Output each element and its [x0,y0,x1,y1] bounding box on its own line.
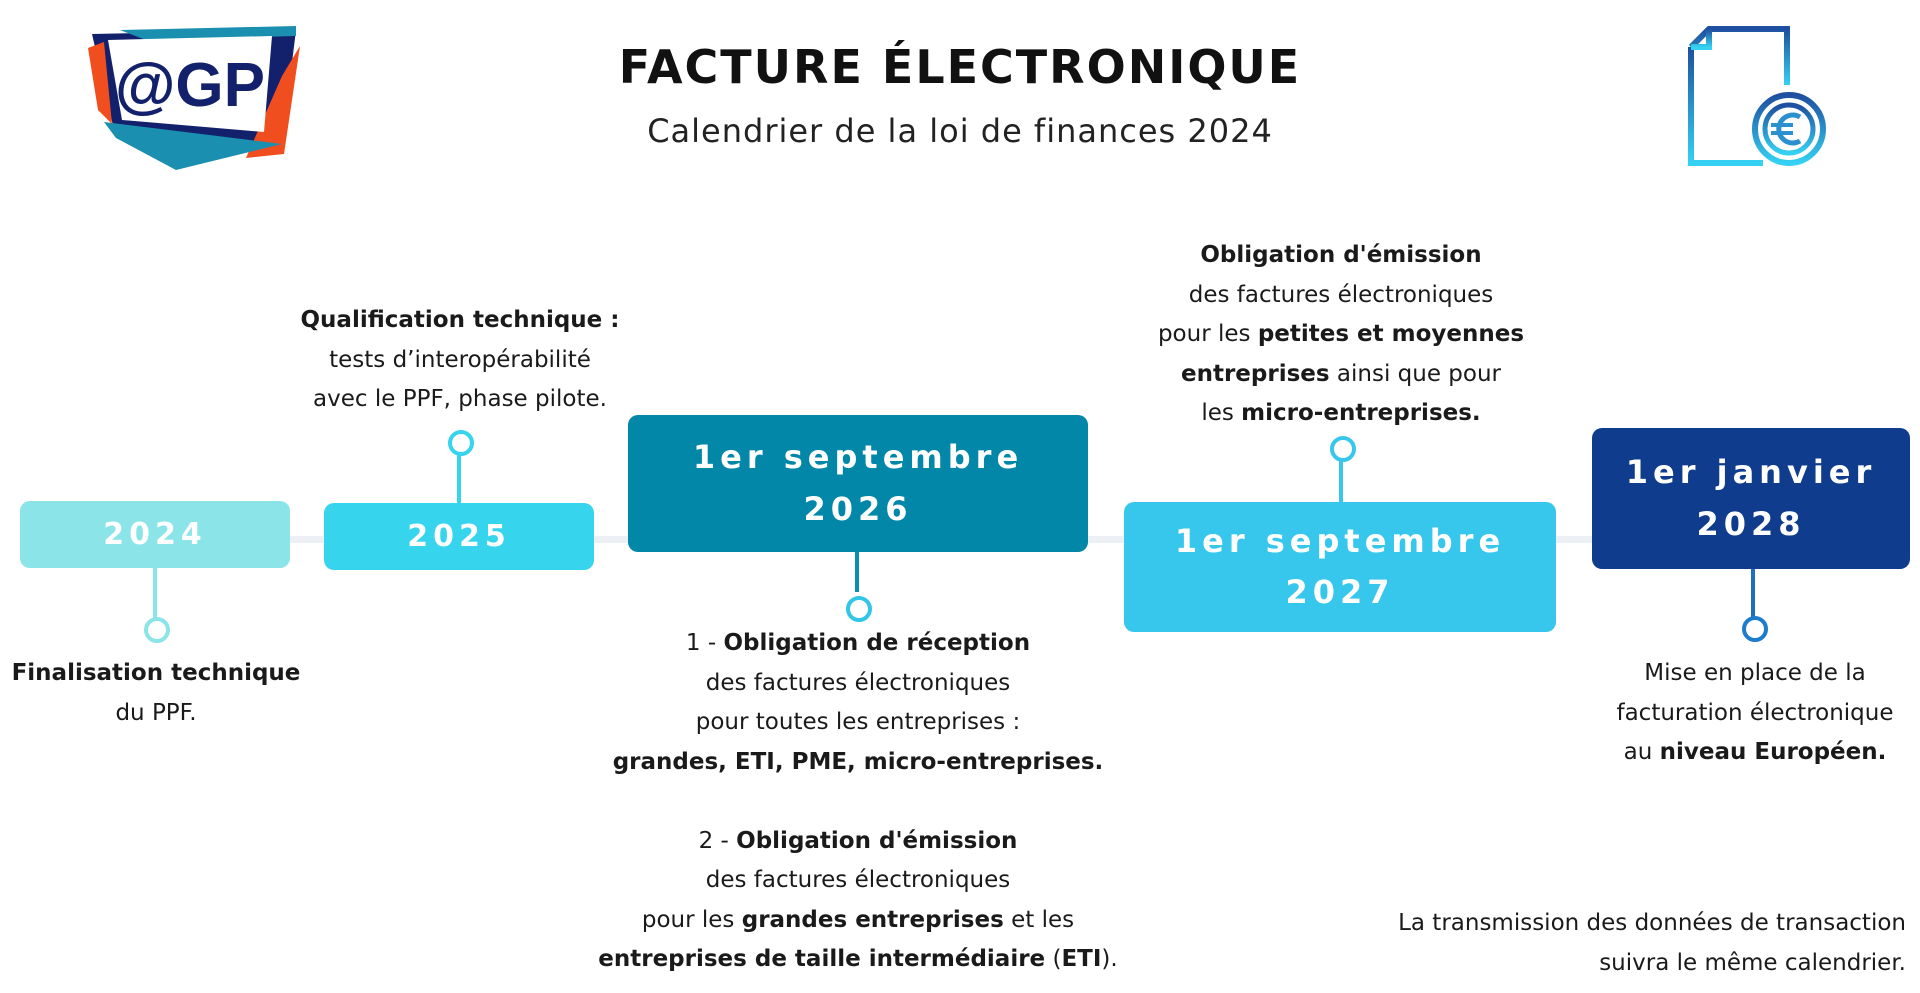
m2028-text-line [1600,733,1910,773]
milestone-2024-text [10,654,302,733]
m2025-text-line [292,380,628,420]
connector-2027 [1339,458,1343,504]
footer-note [1398,904,1906,983]
m2027-text-line [1140,394,1542,434]
bold-text: grandes entreprises [741,906,1004,933]
svg-text:@GP: @GP [114,51,266,120]
m2026-text-line [570,664,1146,704]
connector-dot-2028 [1742,616,1768,642]
page-title: FACTURE ÉLECTRONIQUE [618,40,1302,94]
bold-text: Qualification technique : [300,307,620,333]
invoice-euro-icon [1685,25,1835,175]
text: pour les [641,906,742,933]
connector-2024 [153,566,157,618]
m2026-text-line [570,703,1146,743]
m2026-text-line [570,861,1146,901]
bold-text: Obligation de réception [723,630,1031,656]
m2028-text-line [1600,694,1910,734]
m2027-text-line [1140,276,1542,316]
m2026-text-line [570,822,1146,862]
m2024-text-line [10,654,302,694]
connector-dot-2025 [448,430,474,456]
page-subtitle: Calendrier de la loi de finances 2024 [647,112,1273,150]
milestone-2028-text [1600,654,1910,773]
milestone-2027-text [1140,236,1542,434]
bold-text: petites et moyennes [1257,321,1525,347]
bold-text: Obligation d'émission [1200,242,1482,268]
text: tests d’interopérabilité [329,346,591,373]
connector-2025 [457,452,461,504]
text: 1 - [685,630,724,656]
m2027-text-line [1140,236,1542,276]
text: les [1201,400,1242,426]
text: avec le PPF, phase pilote. [313,386,607,412]
milestone-2025-label: 2025 [407,518,511,554]
text: ainsi que pour [1329,360,1501,387]
text: et les [1003,906,1075,933]
connector-dot-2026 [846,596,872,622]
milestone-2026-text [570,624,1146,980]
footer-note-line2: suivra le même calendrier. [1599,949,1906,976]
m2026-text-line [570,743,1146,783]
text: facturation électronique [1616,699,1894,726]
text: des factures électroniques [1188,281,1494,308]
m2026-text-line [570,901,1146,941]
text: des factures électroniques [705,867,1011,893]
milestone-2026-label-line2: 2026 [803,489,913,528]
m2024-text-line [10,694,302,734]
bold-text: micro-entreprises. [1241,400,1481,426]
text: 2 - [698,827,737,854]
text: Mise en place de la [1644,660,1866,686]
milestone-2027 [1124,502,1556,632]
bold-text: Obligation d'émission [736,827,1018,854]
milestone-2026 [628,415,1088,552]
milestone-2026-label-line1: 1er septembre [692,438,1024,477]
milestone-2027-label-line1: 1er septembre [1174,521,1506,560]
connector-2028 [1751,567,1755,619]
m2026-text-line [570,782,1146,822]
footer-note-line1: La transmission des données de transaction [1398,910,1906,936]
milestone-2028-label-line2: 2028 [1696,504,1806,543]
m2028-text-line [1600,654,1910,694]
milestone-2027-label-line2: 2027 [1285,573,1395,611]
m2026-text-line [570,624,1146,664]
bold-text: grandes, ETI, PME, micro-entreprises. [612,748,1104,775]
agp-logo [86,26,300,172]
connector-2026 [855,550,859,592]
m2026-text-line [570,940,1146,980]
m2025-text-line [292,301,628,341]
m2027-text-line [1140,315,1542,355]
text: pour toutes les entreprises : [695,709,1021,735]
text: pour les [1157,321,1258,347]
milestone-2024 [20,501,290,568]
bold-text: niveau Européen. [1659,739,1887,765]
text: ). [1101,946,1118,972]
text: ( [1045,946,1062,972]
text: des factures électroniques [705,669,1011,696]
text: au [1623,739,1660,765]
milestone-2028-label-line1: 1er janvier [1625,453,1877,492]
milestone-2024-label: 2024 [103,516,207,552]
bold-text: ETI [1061,946,1102,972]
bold-text: entreprises de taille intermédiaire [598,946,1046,972]
milestone-2028 [1592,428,1910,569]
bold-text: Finalisation technique [11,660,301,686]
m2027-text-line [1140,355,1542,395]
milestone-2025 [324,503,594,570]
connector-dot-2024 [144,617,170,643]
connector-dot-2027 [1330,436,1356,462]
text: du PPF. [115,699,197,726]
m2025-text-line [292,341,628,381]
bold-text: entreprises [1181,360,1330,387]
milestone-2025-text [292,301,628,420]
